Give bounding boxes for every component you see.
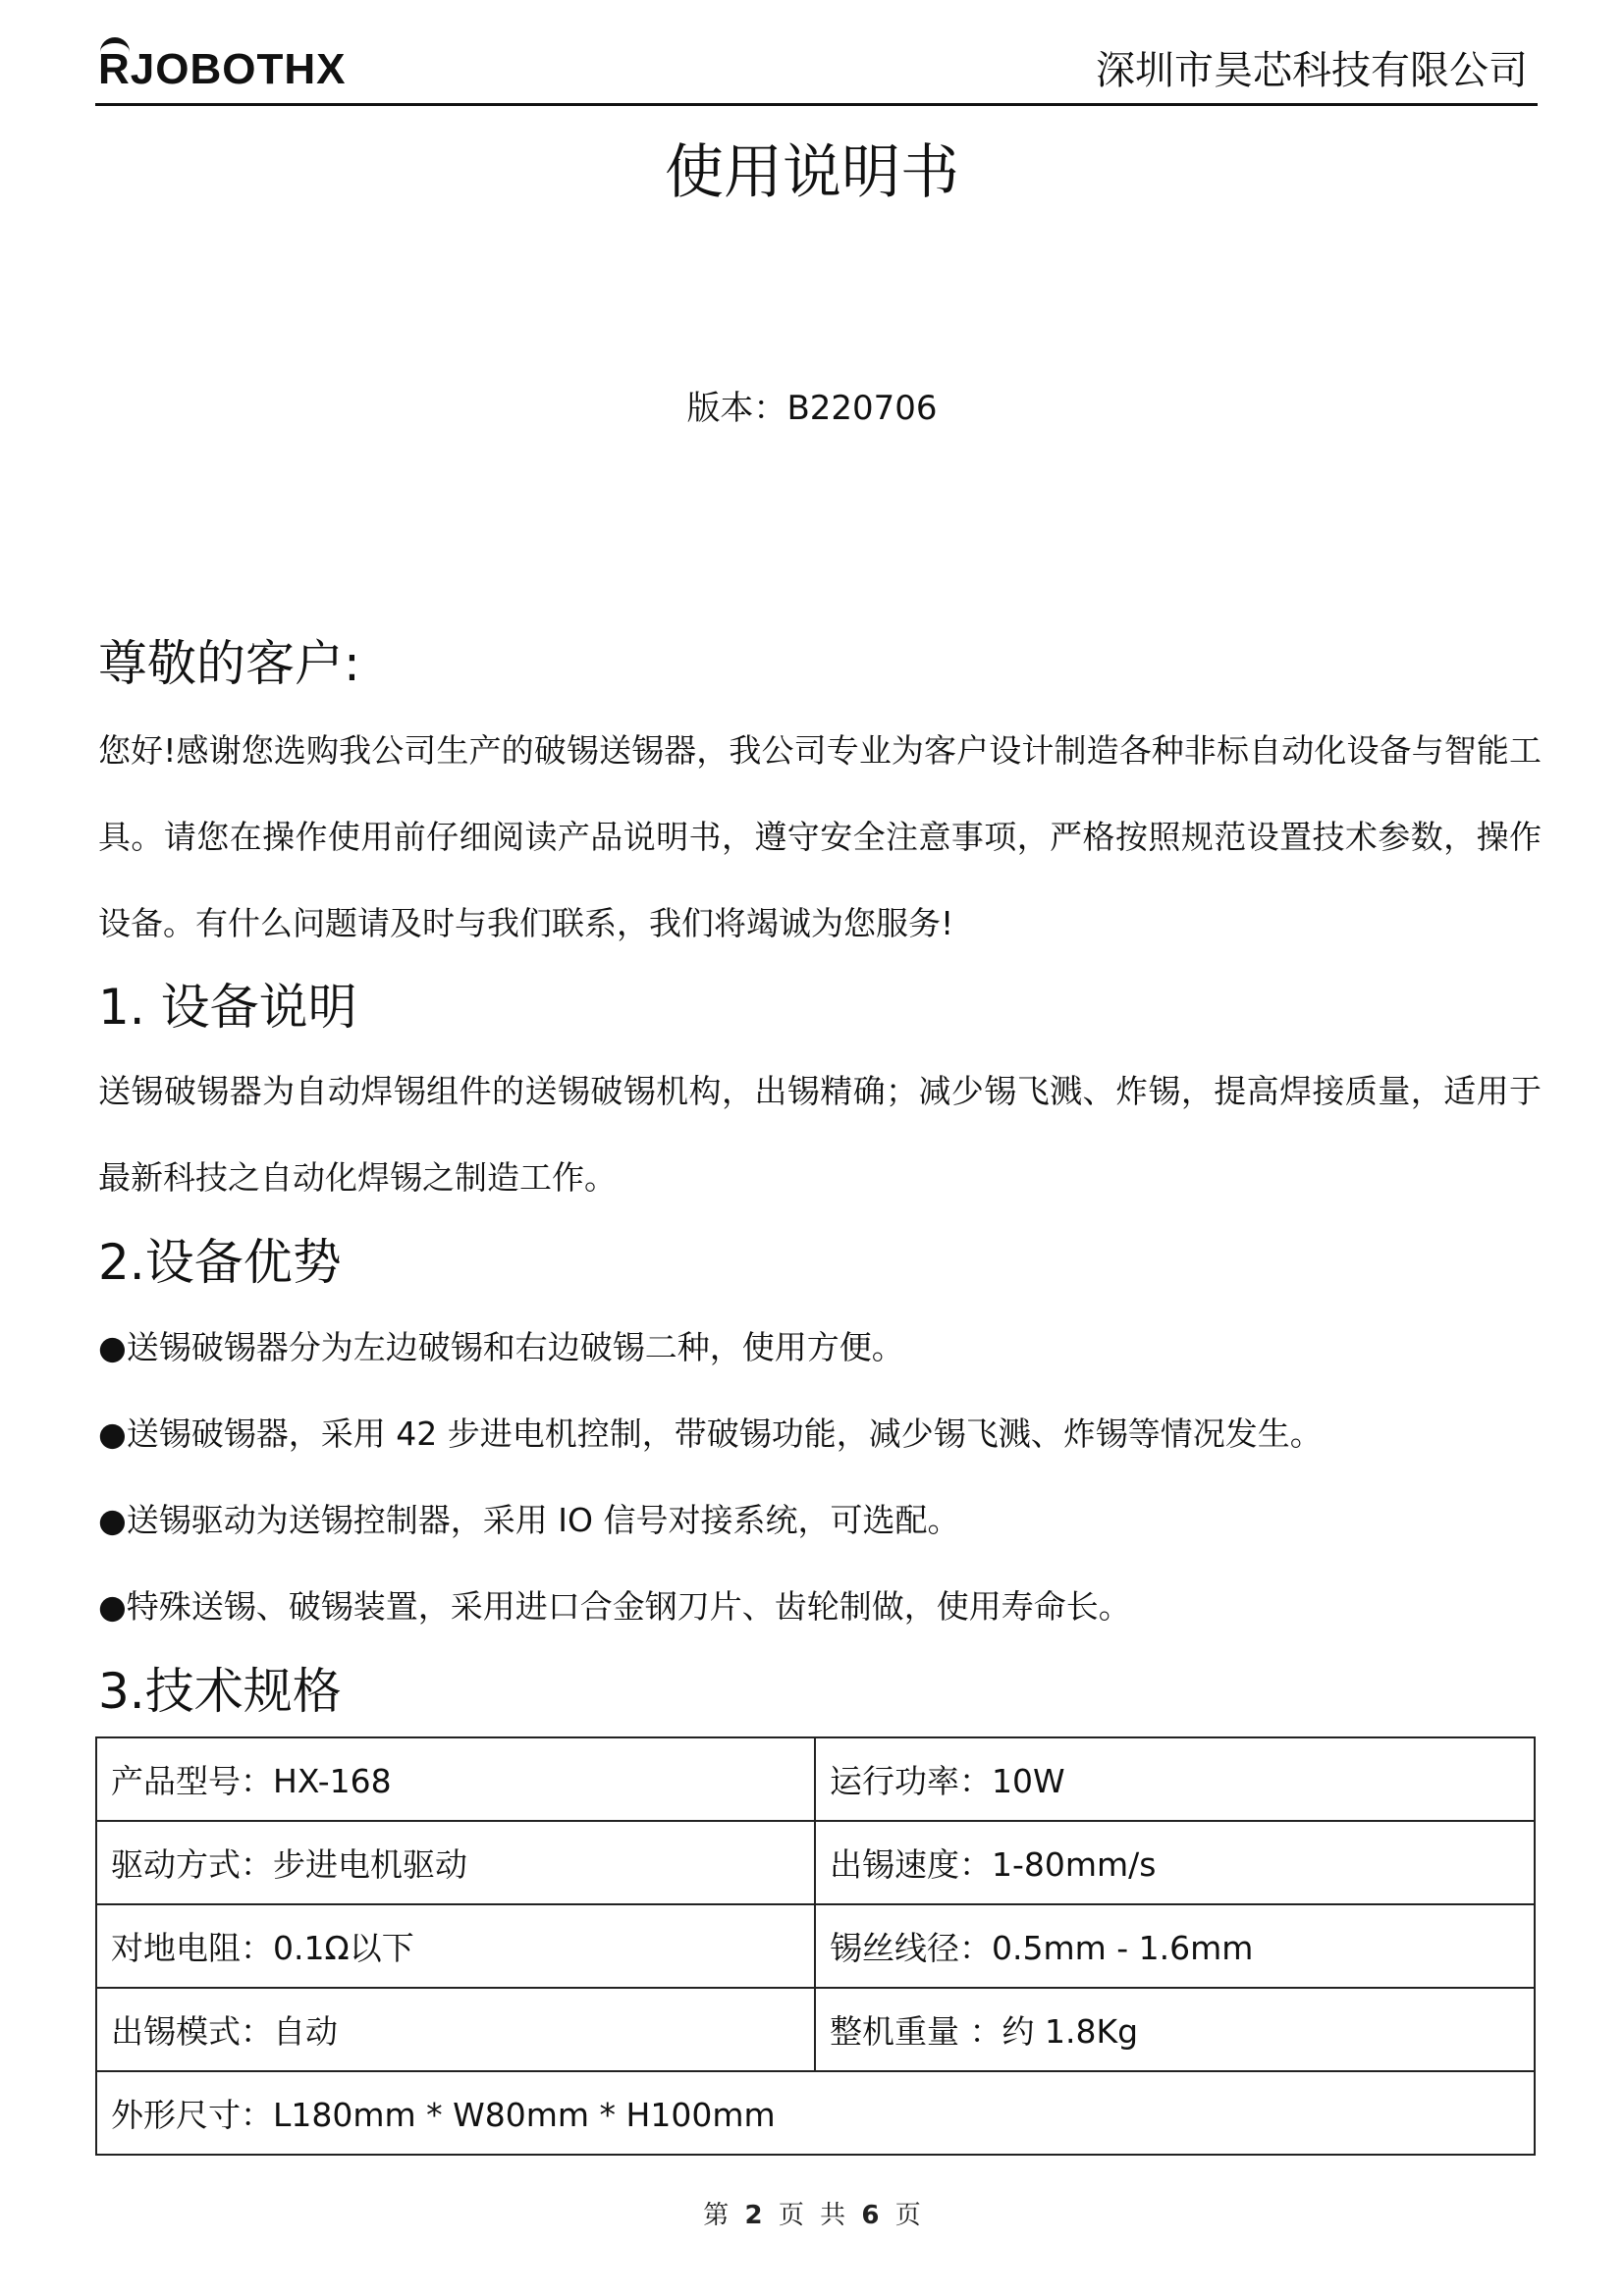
description-paragraph: 送锡破锡器为自动焊锡组件的送锡破锡机构，出锡精确；减少锡飞溅、炸锡，提高焊接质量，适用于最新科技之自动化焊锡之制造工作。 xyxy=(98,1072,1542,1197)
spec-cell: 出锡模式：自动 xyxy=(96,1988,815,2071)
table-row xyxy=(96,1904,1535,1988)
spec-cell: 产品型号：HX-168 xyxy=(96,1737,815,1821)
total-page-count: 6 xyxy=(861,2201,880,2230)
spec-cell: 整机重量 ：约 1.8Kg xyxy=(815,1988,1535,2071)
spec-cell: 驱动方式：步进电机驱动 xyxy=(96,1821,815,1904)
version-label: 版本： xyxy=(686,389,787,428)
spec-cell: 外形尺寸：L180mm * W80mm * H100mm xyxy=(96,2071,1535,2155)
logo-text: RJOBOTHX xyxy=(98,45,347,93)
spec-cell: 锡丝线径：0.5mm - 1.6mm xyxy=(815,1904,1535,1988)
footer-middle: 页 共 xyxy=(778,2201,846,2230)
greeting-heading: 尊敬的客户: xyxy=(98,635,360,692)
company-logo xyxy=(98,37,363,92)
footer-prefix: 第 xyxy=(703,2201,730,2230)
page-footer xyxy=(0,2199,1624,2232)
intro-paragraph: 您好!感谢您选购我公司生产的破锡送锡器，我公司专业为客户设计制造各种非标自动化设备与智能工具。请您在操作使用前仔细阅读产品说明书，遵守安全注意事项，严格按照规范设置技术参数，操作设备。有什么问题请及时与我们联系，我们将竭诚为您服务! xyxy=(98,731,1542,942)
table-row xyxy=(96,1821,1535,1904)
footer-suffix: 页 xyxy=(894,2201,921,2230)
spec-cell: 对地电阻：0.1Ω以下 xyxy=(96,1904,815,1988)
document-title: 使用说明书 xyxy=(665,138,959,207)
list-item: ●送锡破锡器分为左边破锡和右边破锡二种，使用方便。 xyxy=(98,1328,904,1366)
spec-cell: 出锡速度：1-80mm/s xyxy=(815,1821,1535,1904)
version-line xyxy=(0,388,1624,429)
section-heading-advantages: 2.设备优势 xyxy=(98,1234,342,1291)
header-divider xyxy=(95,103,1538,106)
current-page-number: 2 xyxy=(744,2201,763,2230)
company-name: 深圳市昊芯科技有限公司 xyxy=(1096,48,1528,93)
spec-cell: 运行功率：10W xyxy=(815,1737,1535,1821)
table-row xyxy=(96,1988,1535,2071)
version-value: B220706 xyxy=(786,389,938,428)
table-row xyxy=(96,1737,1535,1821)
spec-table xyxy=(95,1736,1536,2156)
list-item: ●送锡驱动为送锡控制器，采用 IO 信号对接系统，可选配。 xyxy=(98,1501,960,1539)
table-row xyxy=(96,2071,1535,2155)
section-heading-specs: 3.技术规格 xyxy=(98,1663,342,1720)
list-item: ●送锡破锡器，采用 42 步进电机控制，带破锡功能，减少锡飞溅、炸锡等情况发生。 xyxy=(98,1415,1323,1453)
list-item: ●特殊送锡、破锡装置，采用进口合金钢刀片、齿轮制做，使用寿命长。 xyxy=(98,1587,1131,1626)
advantages-list xyxy=(98,1305,1323,1650)
section-heading-description: 1. 设备说明 xyxy=(98,979,357,1036)
